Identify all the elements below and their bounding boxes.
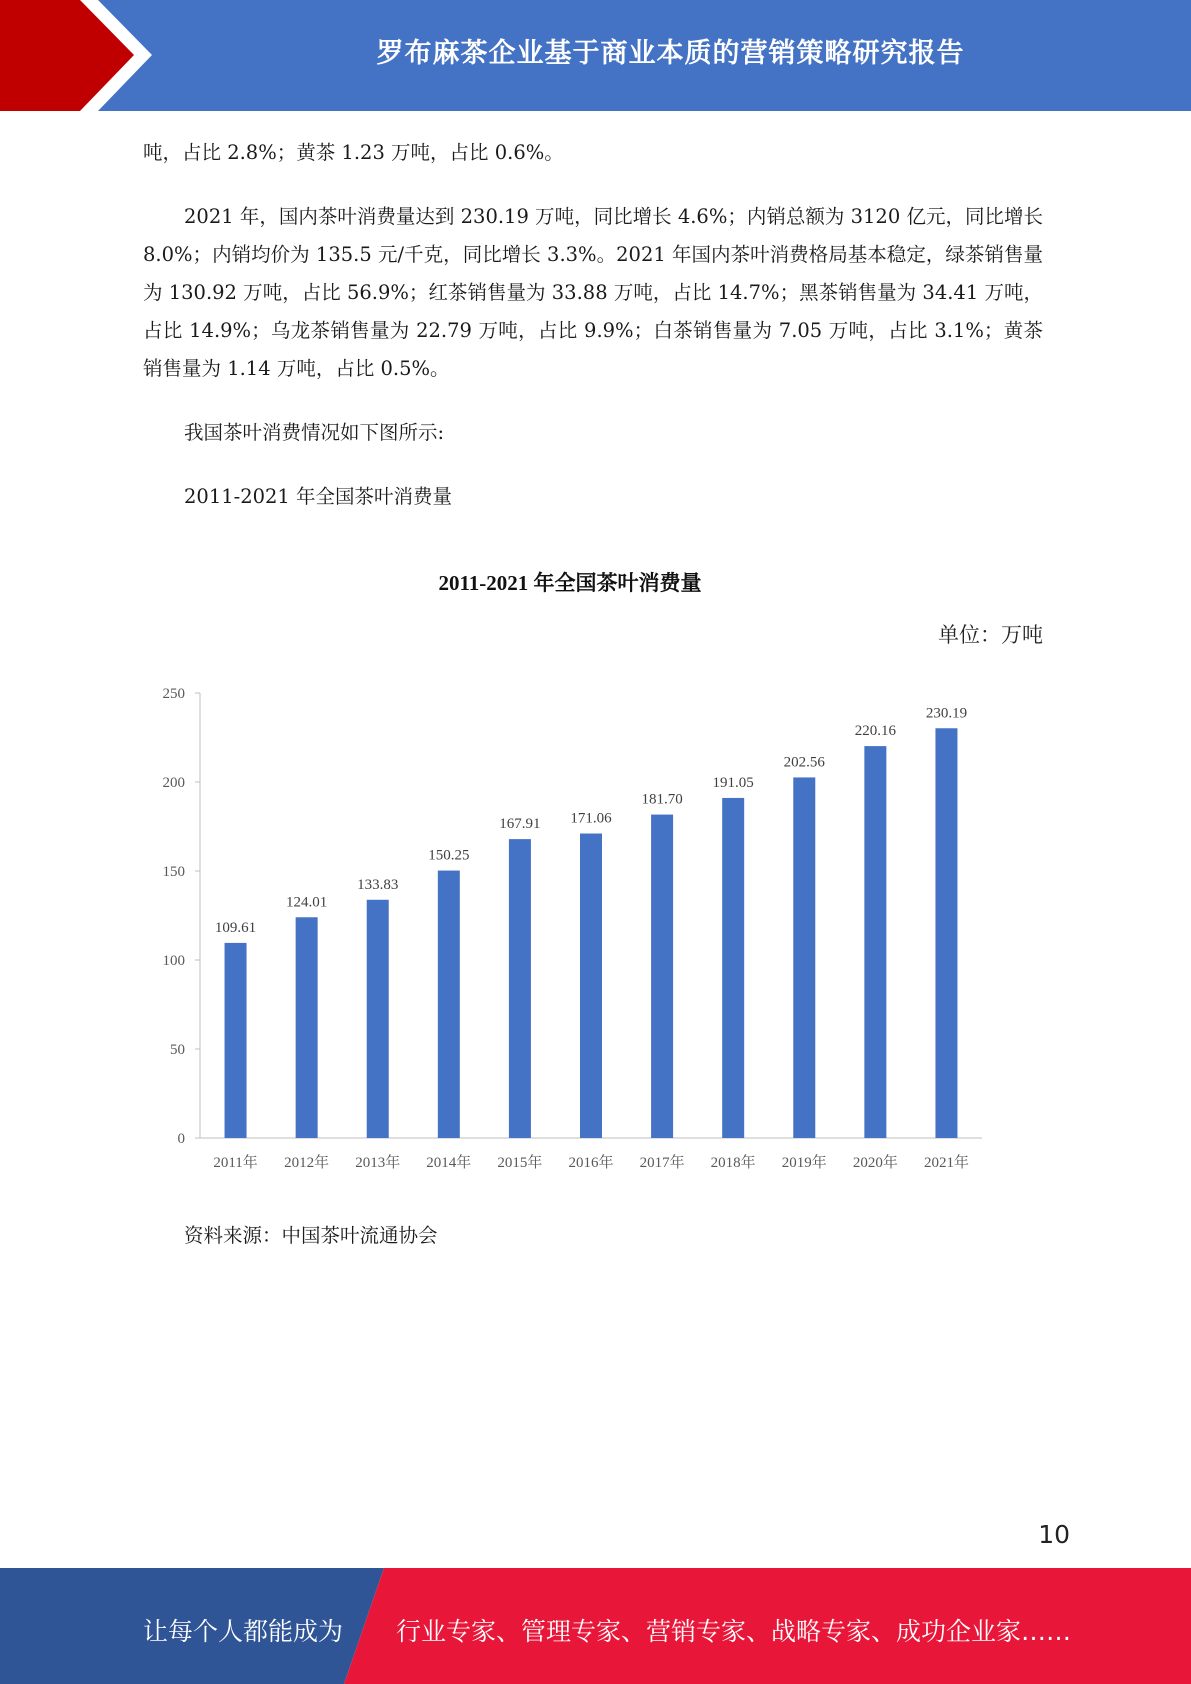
bar-value-label: 167.91 xyxy=(499,816,541,833)
footer-slogan-right: 行业专家、管理专家、营销专家、战略专家、成功企业家…… xyxy=(396,1617,1072,1646)
header-arrow-decoration xyxy=(0,0,160,111)
paragraph-consumption: 2021 年，国内茶叶消费量达到 230.19 万吨，同比增长 4.6%；内销总额为 3120 亿元，同比增长 8.0%；内销均价为 135.5 元/千克，同比增长 3.3%。2021 年国内茶叶消费格局基本稳定，绿茶销售量为 130.92 万吨，占比 56.9%；红茶销售量为 33.88 万吨，占比 14.7%；黑茶销售量为 34.41 万吨，占比 14.9%；乌龙茶销售量为 22.79 万吨，占比 9.9%；白茶销售量为 7.05 万吨，占比 3.1%；黄茶销售量为 1.14 万吨，占比 0.5%。 xyxy=(143,205,1043,380)
x-tick-label: 2018年 xyxy=(710,1155,756,1171)
chart-bar xyxy=(722,798,744,1138)
x-tick-label: 2012年 xyxy=(284,1155,330,1171)
footer-slogan-left: 让每个人都能成为 xyxy=(143,1617,344,1646)
chart-unit-label: 单位：万吨 xyxy=(938,623,1043,647)
document-body xyxy=(143,134,1043,516)
x-tick-label: 2020年 xyxy=(852,1155,898,1171)
page-number: 10 xyxy=(1038,1520,1070,1549)
x-tick-label: 2021年 xyxy=(923,1155,969,1171)
paragraph-figure-intro: 我国茶叶消费情况如下图所示: xyxy=(184,421,445,444)
page-header xyxy=(0,0,1191,111)
x-tick-label: 2013年 xyxy=(355,1155,401,1171)
x-tick-label: 2014年 xyxy=(426,1155,472,1171)
bar-chart-svg xyxy=(130,555,1060,1185)
bar-value-label: 124.01 xyxy=(286,894,328,911)
bar-value-label: 181.70 xyxy=(641,791,683,808)
chart-bar xyxy=(864,746,886,1138)
y-tick-label: 150 xyxy=(162,864,185,880)
chart-bar xyxy=(580,834,602,1138)
consumption-chart xyxy=(130,555,1060,1185)
bar-value-label: 133.83 xyxy=(357,876,399,893)
chart-bar xyxy=(509,839,531,1138)
x-tick-label: 2015年 xyxy=(497,1155,543,1171)
chart-title: 2011-2021 年全国茶叶消费量 xyxy=(438,571,702,595)
x-tick-label: 2019年 xyxy=(781,1155,827,1171)
chart-bar xyxy=(651,815,673,1138)
x-tick-label: 2017年 xyxy=(639,1155,685,1171)
bar-value-label: 230.19 xyxy=(925,705,968,722)
chart-bar xyxy=(367,900,389,1138)
chart-bar xyxy=(438,871,460,1138)
chart-bar xyxy=(935,728,957,1138)
bar-value-label: 109.61 xyxy=(214,919,257,936)
data-source: 资料来源：中国茶叶流通协会 xyxy=(184,1224,438,1247)
bar-value-label: 171.06 xyxy=(570,810,612,827)
paragraph-continued: 吨，占比 2.8%；黄茶 1.23 万吨，占比 0.6%。 xyxy=(143,141,564,164)
x-tick-label: 2011年 xyxy=(213,1155,258,1171)
x-tick-label: 2016年 xyxy=(568,1155,614,1171)
bar-value-label: 191.05 xyxy=(712,774,754,791)
y-tick-label: 50 xyxy=(170,1042,185,1058)
bar-value-label: 150.25 xyxy=(428,847,470,864)
y-tick-label: 200 xyxy=(162,775,185,791)
bar-value-label: 220.16 xyxy=(854,723,896,740)
y-tick-label: 250 xyxy=(162,686,185,702)
chart-bar xyxy=(225,943,247,1138)
header-title: 罗布麻茶企业基于商业本质的营销策略研究报告 xyxy=(376,37,965,69)
chart-bar xyxy=(793,777,815,1138)
chart-bar xyxy=(296,917,318,1138)
paragraph-figure-caption: 2011-2021 年全国茶叶消费量 xyxy=(184,485,453,508)
y-tick-label: 0 xyxy=(177,1131,185,1147)
y-tick-label: 100 xyxy=(162,953,185,969)
bar-value-label: 202.56 xyxy=(783,754,825,771)
